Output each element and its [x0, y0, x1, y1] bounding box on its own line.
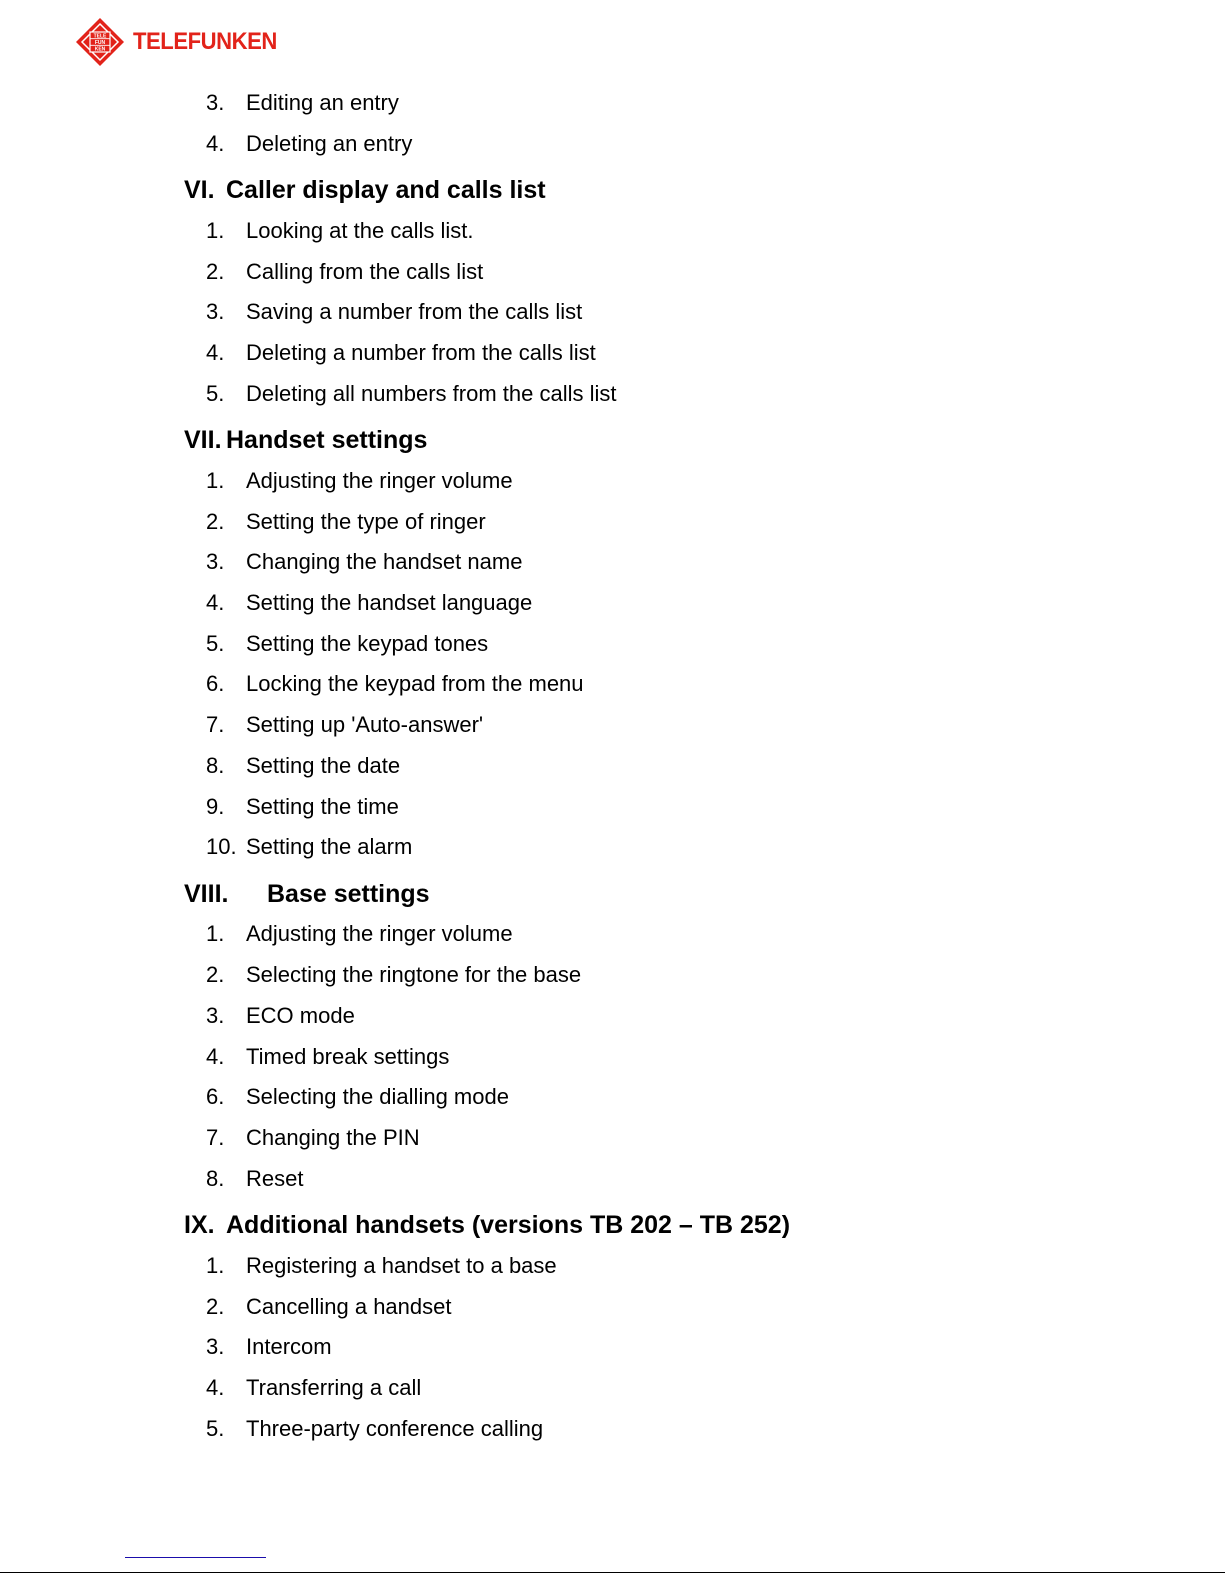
item-number: 2. [206, 962, 225, 988]
item-number: 1. [206, 467, 225, 493]
item-number: 2. [206, 1293, 225, 1319]
item-number: 1. [206, 1252, 225, 1278]
item-text: Changing the handset name [246, 549, 523, 575]
item-text: Three-party conference calling [246, 1415, 544, 1441]
item-number: 10. [206, 834, 237, 860]
item-text: Editing an entry [246, 90, 399, 115]
item-text: Calling from the calls list [246, 258, 484, 284]
brand-name: TELEFUNKEN [133, 28, 277, 55]
item-number: 3. [206, 90, 225, 115]
item-number: 5. [206, 630, 225, 656]
item-text: Setting the alarm [246, 834, 413, 860]
section-number: VI. [184, 176, 215, 205]
item-number: 3. [206, 1002, 225, 1028]
item-text: Setting up 'Auto-answer' [246, 712, 484, 738]
item-text: Selecting the ringtone for the base [246, 962, 582, 988]
section-title: Additional handsets (versions TB 202 – TB 252) [226, 1211, 791, 1240]
item-number: 3. [206, 549, 225, 575]
item-number: 8. [206, 1165, 225, 1191]
item-text: Setting the handset language [246, 590, 533, 615]
item-text: ECO mode [246, 1002, 355, 1028]
item-number: 2. [206, 258, 225, 284]
svg-text:TELE: TELE [93, 33, 107, 40]
item-number: 7. [206, 712, 225, 738]
item-number: 4. [206, 340, 225, 365]
item-number: 2. [206, 508, 225, 534]
item-text: Changing the PIN [246, 1124, 420, 1150]
section-title: Base settings [267, 879, 430, 908]
svg-text:KEN: KEN [94, 46, 106, 53]
item-text: Setting the time [246, 793, 399, 819]
item-text: Registering a handset to a base [246, 1252, 557, 1278]
item-number: 9. [206, 793, 225, 819]
item-text: Adjusting the ringer volume [246, 921, 513, 947]
item-text: Setting the keypad tones [246, 630, 489, 656]
item-text: Reset [246, 1165, 304, 1191]
item-text: Deleting all numbers from the calls list [246, 380, 617, 406]
item-text: Intercom [246, 1334, 332, 1360]
footer-divider [0, 1572, 1225, 1573]
item-number: 6. [206, 671, 225, 697]
item-text: Deleting a number from the calls list [246, 340, 596, 365]
section-number: IX. [184, 1211, 215, 1240]
item-number: 4. [206, 590, 225, 615]
section-title: Caller display and calls list [226, 176, 546, 205]
item-number: 1. [206, 921, 225, 947]
svg-text:FUN: FUN [94, 40, 106, 46]
item-number: 5. [206, 1415, 225, 1441]
item-text: Timed break settings [246, 1043, 450, 1069]
item-number: 8. [206, 752, 225, 778]
item-text: Saving a number from the calls list [246, 299, 583, 325]
item-number: 5. [206, 380, 225, 406]
section-number: VII. [184, 426, 222, 455]
item-text: Setting the type of ringer [246, 508, 486, 534]
telefunken-logo [75, 17, 289, 67]
item-text: Transferring a call [246, 1374, 422, 1400]
item-text: Selecting the dialling mode [246, 1084, 509, 1110]
item-number: 6. [206, 1084, 225, 1110]
item-text: Cancelling a handset [246, 1293, 452, 1319]
footer-link-underline [125, 1557, 266, 1558]
item-number: 7. [206, 1124, 225, 1150]
item-text: Deleting an entry [246, 130, 413, 156]
item-text: Looking at the calls list. [246, 217, 474, 243]
item-text: Setting the date [246, 752, 401, 778]
item-number: 3. [206, 1334, 225, 1360]
item-number: 4. [206, 1374, 225, 1400]
item-text: Locking the keypad from the menu [246, 671, 584, 697]
section-number: VIII. [184, 879, 229, 908]
item-number: 4. [206, 130, 225, 156]
item-number: 3. [206, 299, 225, 325]
item-number: 4. [206, 1043, 225, 1069]
telefunken-diamond-icon [75, 17, 125, 67]
section-title: Handset settings [226, 426, 428, 455]
item-number: 1. [206, 217, 225, 243]
item-text: Adjusting the ringer volume [246, 467, 513, 493]
